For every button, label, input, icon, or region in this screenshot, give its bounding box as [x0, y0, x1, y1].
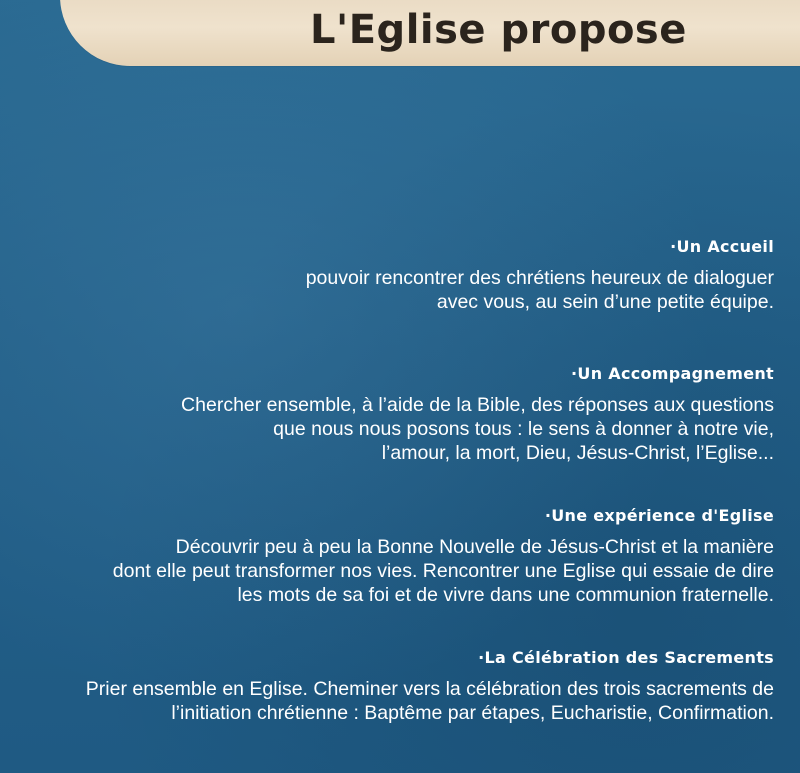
section-body [306, 266, 774, 314]
section-line: pouvoir rencontrer des chrétiens heureux de dialoguer [305, 267, 774, 289]
section-line: que nous nous posons tous : le sens à donner à notre vie, [273, 418, 774, 440]
section-heading: ·Une expérience d'Eglise [544, 506, 774, 525]
section-line: avec vous, au sein d’une petite équipe. [436, 291, 774, 313]
section-line: Découvrir peu à peu la Bonne Nouvelle de Jésus-Christ et la manière [175, 536, 774, 558]
section-accueil [306, 236, 774, 314]
section-heading: ·Un Accueil [670, 237, 774, 256]
section-line: les mots de sa foi et de vivre dans une communion fraternelle. [237, 584, 774, 606]
section-body [86, 677, 774, 725]
section-experience [113, 505, 774, 607]
section-line: l’amour, la mort, Dieu, Jésus-Christ, l’Eglise... [381, 442, 774, 464]
page-title: L'Eglise propose [310, 7, 687, 53]
section-accompagnement [181, 363, 774, 465]
section-sacrements [86, 647, 774, 725]
section-heading: ·La Célébration des Sacrements [478, 648, 774, 667]
section-line: Prier ensemble en Eglise. Cheminer vers la célébration des trois sacrements de [85, 678, 774, 700]
section-line: Chercher ensemble, à l’aide de la Bible, des réponses aux questions [181, 394, 774, 416]
section-line: dont elle peut transformer nos vies. Rencontrer une Eglise qui essaie de dire [112, 560, 774, 582]
section-body [181, 393, 774, 465]
section-body [113, 535, 774, 607]
section-line: l’initiation chrétienne : Baptême par étapes, Eucharistie, Confirmation. [171, 702, 774, 724]
section-heading: ·Un Accompagnement [571, 364, 774, 383]
